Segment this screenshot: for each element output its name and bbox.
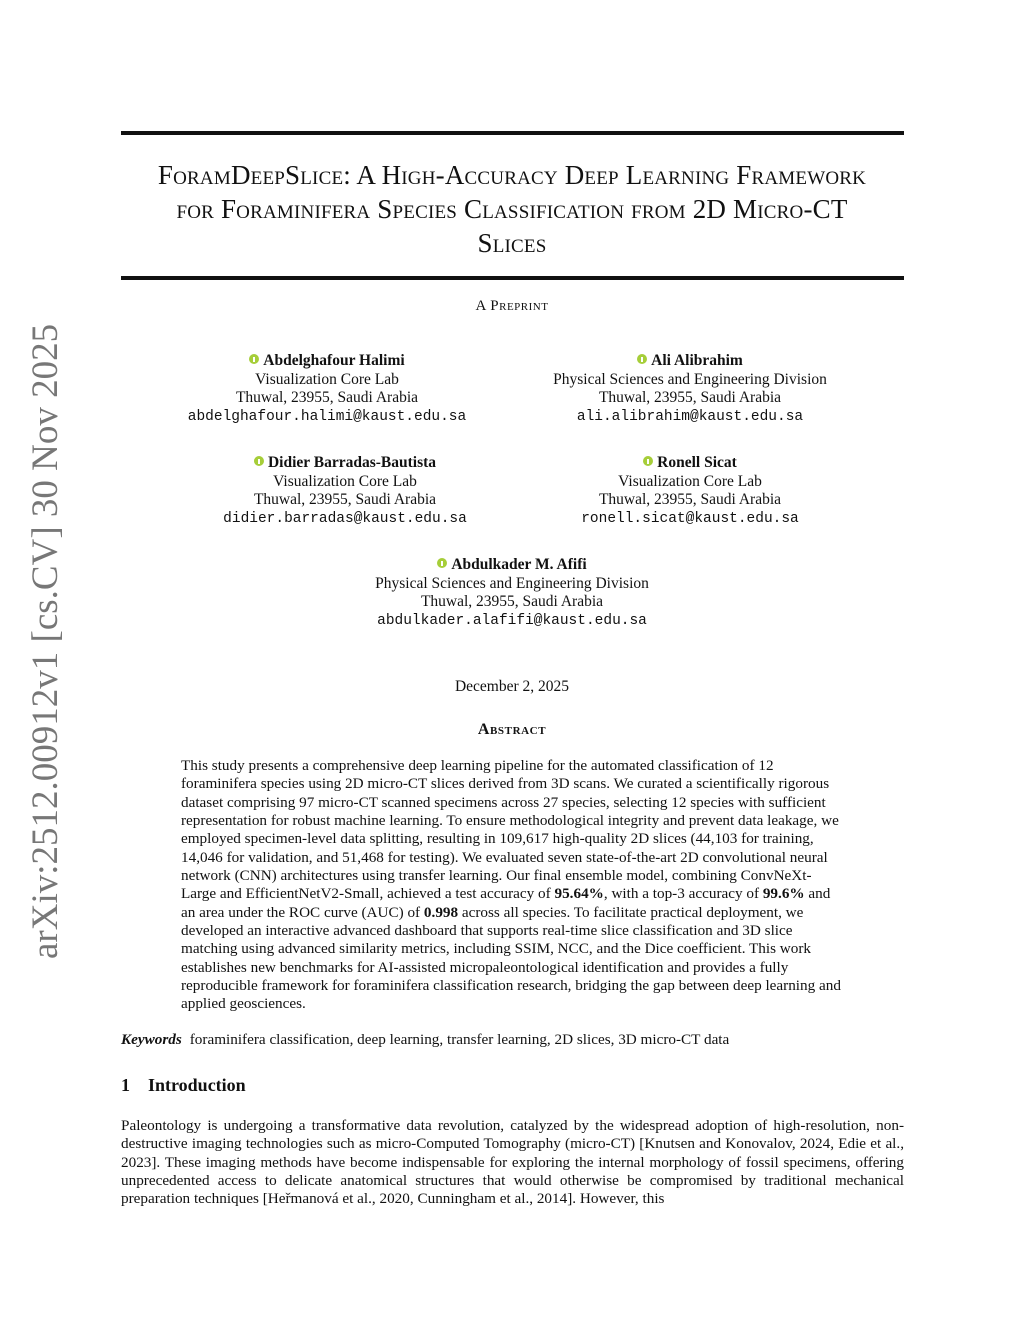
author-name: Ronell Sicat xyxy=(657,454,737,471)
author-affiliation: Visualization Core Lab xyxy=(618,472,762,490)
author-email[interactable]: abdelghafour.halimi@kaust.edu.sa xyxy=(187,408,467,425)
author-name: Abdulkader M. Afifi xyxy=(451,556,587,573)
keywords-label: Keywords xyxy=(121,1031,182,1048)
author-affiliation: Physical Sciences and Engineering Division xyxy=(375,574,649,592)
abstract-top3-accuracy: 99.6% xyxy=(762,885,805,903)
keywords-line xyxy=(121,1031,904,1049)
paper-title xyxy=(110,158,914,260)
abstract-text-1: This study presents a comprehensive deep learning pipeline for the automated classification of 12 foraminifera species using 2D micro-CT slices derived from 3D scans. We curated a scientifically rigorous dataset comprising 97 micro-CT scanned specimens across 27 species, selecting 12 species with sufficient representation for robust machine learning. To ensure methodological integrity and prevent data leakage, we employed specimen-level data splitting, resulting in 109,617 high-quality 2D slices (44,103 for training, 14,046 for validation, and 51,468 for testing). We evaluated seven state-of-the-art 2D convolutional neural network (CNN) architectures using transfer learning. Our final ensemble model, combining ConvNeXt-Large and EfficientNetV2-Small, achieved a test accuracy of xyxy=(181,757,839,903)
orcid-icon[interactable] xyxy=(249,354,259,364)
abstract-text-2: , with a top-3 accuracy of xyxy=(603,885,763,903)
abstract-heading: Abstract xyxy=(477,721,547,738)
abstract-auc: 0.998 xyxy=(423,903,459,921)
intro-text: Paleontology is undergoing a transformative data revolution, catalyzed by the widespread adoption of high-resolution, non-destructive imaging technologies such as micro-Computed Tomography (micro-CT) [Knutsen and Konovalov, 2024, Edie et al., 2023]. These imaging methods have become indispensable for exploring the internal morphology of fossil specimens, offering unprecedented access to delicate anatomical structures that would otherwise be compromised by traditional mechanical preparation techniques [Heřmanová et al., 2020, Cunningham et al., 2014]. However, this xyxy=(121,1117,904,1208)
author-block-3 xyxy=(190,454,500,528)
keywords-text: foraminifera classification, deep learning, transfer learning, 2D slices, 3D micro-CT data xyxy=(189,1031,730,1048)
orcid-icon[interactable] xyxy=(643,456,653,466)
author-location: Thuwal, 23955, Saudi Arabia xyxy=(253,491,437,508)
author-name: Didier Barradas-Bautista xyxy=(267,454,437,471)
author-name: Ali Alibrahim xyxy=(651,352,743,369)
author-location: Thuwal, 23955, Saudi Arabia xyxy=(235,389,419,406)
title-rule-top xyxy=(121,131,904,135)
author-affiliation: Visualization Core Lab xyxy=(273,472,417,490)
author-location: Thuwal, 23955, Saudi Arabia xyxy=(598,389,782,406)
section-title: Introduction xyxy=(148,1075,246,1095)
author-email[interactable]: didier.barradas@kaust.edu.sa xyxy=(223,510,467,527)
abstract-text-4: across all species. To facilitate practical deployment, we developed an interactive advanced dashboard that supports real-time slice classification and 3D slice matching using advanced similarity metrics, including SSIM, NCC, and the Dice coefficient. This work establishes new benchmarks for AI-assisted micropaleontological identification and provides a fully reproducible framework for foraminifera classification research, bridging the gap between deep learning and applied geosciences. xyxy=(181,903,841,1013)
author-name: Abdelghafour Halimi xyxy=(263,352,405,369)
title-line-2: for Foraminifera Species Classification from 2D Micro-CT xyxy=(176,194,848,224)
author-block-4 xyxy=(540,454,840,528)
title-rule-bottom xyxy=(121,276,904,280)
abstract-body xyxy=(181,757,843,1014)
introduction-paragraph xyxy=(121,1117,904,1209)
preprint-label: A Preprint xyxy=(475,298,549,314)
author-affiliation: Physical Sciences and Engineering Division xyxy=(553,370,827,388)
author-block-1 xyxy=(172,352,482,426)
author-affiliation: Visualization Core Lab xyxy=(255,370,399,388)
abstract-text-3: and an area under the ROC curve (AUC) of xyxy=(181,885,831,921)
author-location: Thuwal, 23955, Saudi Arabia xyxy=(420,593,604,610)
title-line-1: ForamDeepSlice: A High-Accuracy Deep Learning Framework xyxy=(157,160,867,190)
author-location: Thuwal, 23955, Saudi Arabia xyxy=(598,491,782,508)
orcid-icon[interactable] xyxy=(637,354,647,364)
section-number: 1 xyxy=(121,1075,130,1095)
paper-date: December 2, 2025 xyxy=(454,678,570,695)
author-block-5 xyxy=(352,556,672,630)
abstract-accuracy: 95.64% xyxy=(554,885,604,903)
author-block-2 xyxy=(530,352,850,426)
orcid-icon[interactable] xyxy=(437,558,447,568)
author-email[interactable]: ronell.sicat@kaust.edu.sa xyxy=(581,510,799,527)
author-email[interactable]: abdulkader.alafifi@kaust.edu.sa xyxy=(377,612,647,629)
author-email[interactable]: ali.alibrahim@kaust.edu.sa xyxy=(576,408,804,425)
orcid-icon[interactable] xyxy=(254,456,264,466)
arxiv-sidebar-stamp: arXiv:2512.00912v1 [cs.CV] 30 Nov 2025 xyxy=(25,323,66,959)
section-heading-introduction xyxy=(121,1075,246,1096)
title-line-3: Slices xyxy=(477,228,547,258)
